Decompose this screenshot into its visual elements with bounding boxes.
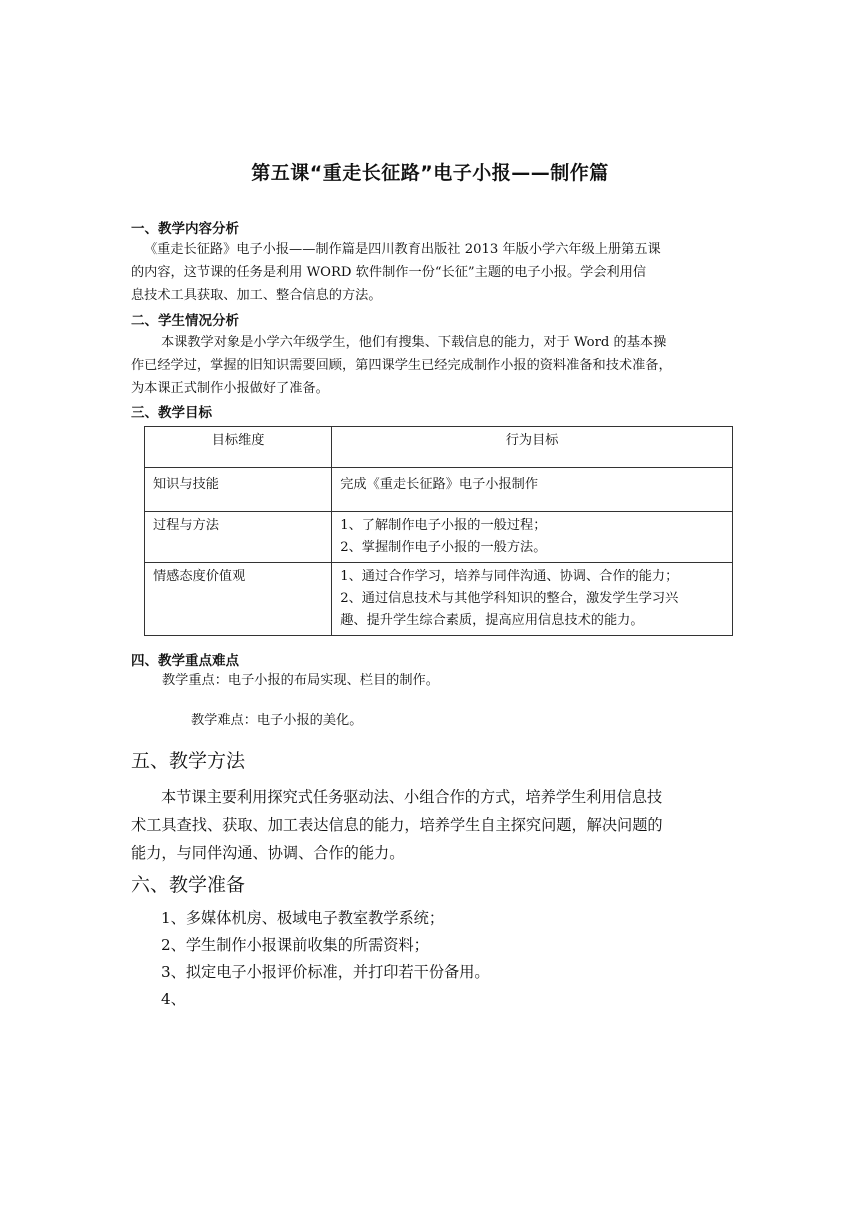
paragraph-line: 《重走长征路》电子小报——制作篇是四川教育出版社 2013 年版小学六年级上册第五课 [144,242,661,257]
table-cell-goals [332,512,733,563]
key-point-text: 教学重点：电子小报的布局实现、栏目的制作。 [162,673,439,688]
table-header-cell: 行为目标 [332,427,733,468]
goal-line: 2、掌握制作电子小报的一般方法。 [340,540,547,555]
section-heading-teaching-goals: 三、教学目标 [131,405,212,421]
paragraph-line: 为本课正式制作小报做好了准备。 [131,381,329,396]
preparation-list [161,905,490,1013]
table-cell-dimension: 知识与技能 [145,468,332,512]
goals-table [144,426,733,636]
section-heading-teaching-preparation: 六、教学准备 [131,874,246,896]
goal-line: 趣、提升学生综合素质，提高应用信息技术的能力。 [340,613,644,628]
list-item: 4、 [161,990,186,1008]
section-heading-student-analysis: 二、学生情况分析 [131,313,239,329]
paragraph-line: 本节课主要利用探究式任务驱动法、小组合作的方式，培养学生利用信息技 [161,788,663,806]
student-analysis-paragraph [131,331,731,400]
document-title: 第五课“重走长征路”电子小报——制作篇 [251,162,609,184]
table-header-row [145,427,733,468]
paragraph-line: 作已经学过，掌握的旧知识需要回顾，第四课学生已经完成制作小报的资料准备和技术准备， [131,358,672,373]
paragraph-line: 息技术工具获取、加工、整合信息的方法。 [131,288,382,303]
list-item: 2、学生制作小报课前收集的所需资料； [161,936,429,954]
content-analysis-paragraph [131,238,731,307]
list-item: 1、多媒体机房、极域电子教室教学系统； [161,909,445,927]
section-heading-key-points: 四、教学重点难点 [131,653,239,669]
teaching-methods-paragraph [131,783,731,867]
table-row [145,563,733,636]
table-cell-goals [332,563,733,636]
table-cell-dimension: 过程与方法 [145,512,332,563]
section-heading-teaching-methods: 五、教学方法 [131,750,246,772]
list-item: 3、拟定电子小报评价标准，并打印若干份备用。 [161,963,490,981]
goal-line: 1、通过合作学习，培养与同伴沟通、协调、合作的能力； [340,569,679,584]
paragraph-line: 的内容，这节课的任务是利用 WORD 软件制作一份“长征”主题的电子小报。学会利用信 [131,265,647,280]
table-row [145,512,733,563]
section-heading-content-analysis: 一、教学内容分析 [131,221,239,237]
paragraph-line: 本课教学对象是小学六年级学生，他们有搜集、下载信息的能力，对于 Word 的基本操 [161,335,667,350]
table-header-cell: 目标维度 [145,427,332,468]
paragraph-line: 能力，与同伴沟通、协调、合作的能力。 [131,844,405,862]
table-cell-dimension: 情感态度价值观 [145,563,332,636]
goal-line: 1、了解制作电子小报的一般过程； [340,518,547,533]
goal-line: 完成《重走长征路》电子小报制作 [340,477,539,492]
table-row [145,468,733,512]
difficult-point-text: 教学难点：电子小报的美化。 [191,713,363,728]
paragraph-line: 术工具查找、获取、加工表达信息的能力，培养学生自主探究问题，解决问题的 [131,816,663,834]
goal-line: 2、通过信息技术与其他学科知识的整合，激发学生学习兴 [340,591,679,606]
table-cell-goals [332,468,733,512]
